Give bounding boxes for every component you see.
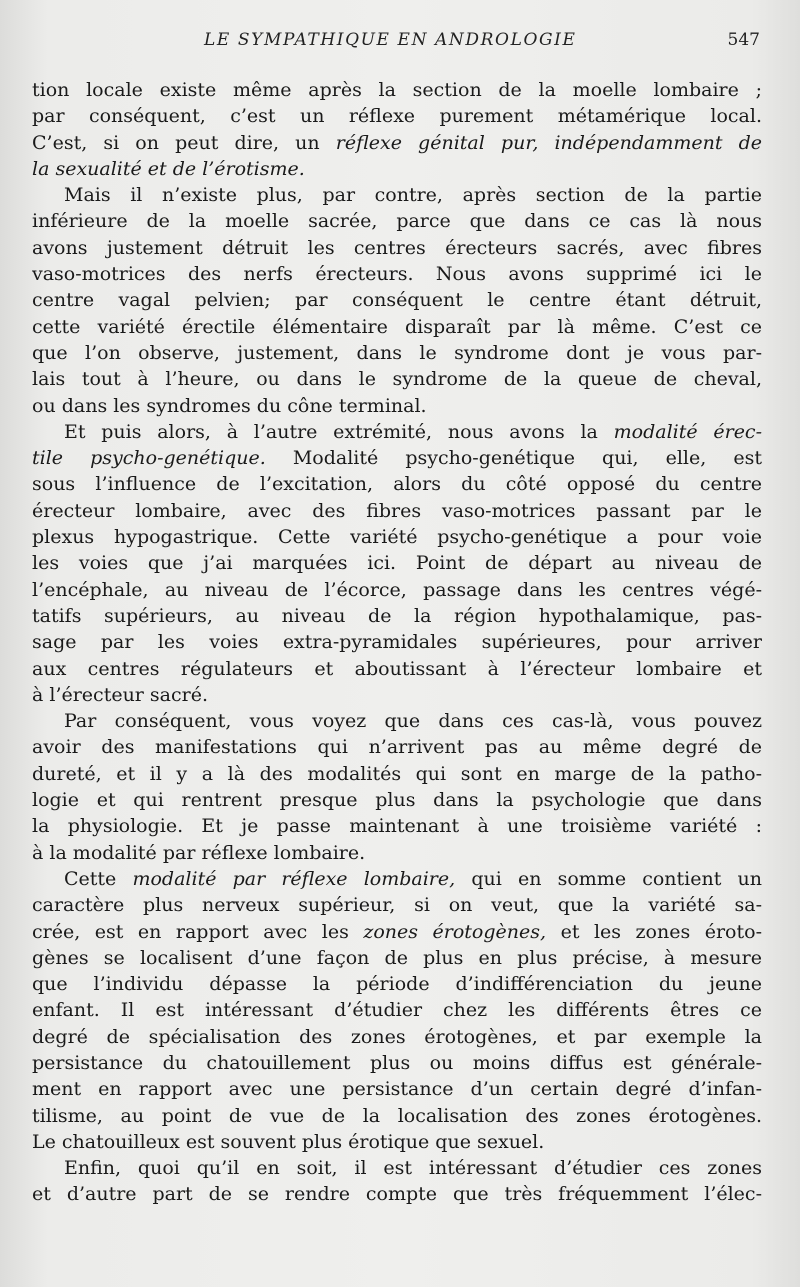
text-span: cette variété érectile élémentaire disparaît par là même. C’est ce — [32, 315, 762, 338]
text-line — [32, 77, 762, 103]
text-span: la physiologie. Et je passe maintenant à une troisième variété : — [32, 815, 762, 838]
text-span: logie et qui rentrent presque plus dans la psychologie que dans — [32, 789, 762, 812]
italic-text: modalité par réflexe lombaire, — [132, 867, 456, 890]
text-line — [32, 1155, 762, 1181]
text-span: Par conséquent, vous voyez que dans ces cas-là, vous pouvez — [64, 710, 762, 733]
text-line — [32, 892, 762, 918]
text-span: à la modalité par réflexe lombaire. — [32, 841, 366, 864]
text-span: Modalité psycho-genétique qui, elle, est — [265, 447, 762, 470]
text-line — [32, 1103, 762, 1129]
text-line — [32, 1181, 762, 1207]
text-span: tion locale existe même après la section de la moelle lombaire ; — [32, 79, 762, 101]
italic-text: réflexe génital pur, indépendamment de — [335, 131, 762, 154]
text-line — [32, 1024, 762, 1050]
text-span: sage par les voies extra-pyramidales supérieures, pour arriver — [32, 631, 762, 654]
text-span: avoir des manifestations qui n’arrivent pas au même degré de — [32, 736, 762, 759]
text-line — [32, 813, 762, 839]
text-span: C’est, si on peut dire, un — [32, 131, 336, 154]
text-span: par conséquent, c’est un réflexe purement métamérique local. — [32, 105, 762, 128]
text-line — [32, 498, 762, 524]
text-span: l’encéphale, au niveau de l’écorce, passage dans les centres végé- — [32, 578, 762, 601]
text-span: Cette — [64, 867, 133, 890]
text-line — [32, 182, 762, 208]
text-span: gènes se localisent d’une façon de plus en plus précise, à mesure — [32, 946, 762, 969]
text-span: que l’on observe, justement, dans le syndrome dont je vous par- — [32, 341, 762, 364]
text-span: Enfin, quoi qu’il en soit, il est intéressant d’étudier ces zones — [64, 1157, 762, 1180]
text-line — [32, 314, 762, 340]
text-span: qui en somme contient un — [455, 867, 762, 890]
text-span: crée, est en rapport avec les — [32, 920, 364, 943]
page-header — [0, 30, 800, 54]
body-text — [32, 77, 762, 1208]
text-line — [32, 945, 762, 971]
text-line — [32, 287, 762, 313]
text-line — [32, 656, 762, 682]
text-span: aux centres régulateurs et aboutissant à l’érecteur lombaire et — [32, 657, 762, 680]
text-line — [32, 393, 762, 419]
text-line — [32, 471, 762, 497]
text-line — [32, 419, 762, 445]
text-line — [32, 366, 762, 392]
italic-text: modalité érec- — [613, 420, 762, 443]
running-title: LE SYMPATHIQUE EN ANDROLOGIE — [204, 30, 577, 50]
text-line — [32, 1076, 762, 1102]
text-line — [32, 734, 762, 760]
text-line — [32, 156, 762, 182]
text-span: les voies que j’ai marquées ici. Point de départ au niveau de — [32, 552, 762, 575]
text-line — [32, 840, 762, 866]
italic-text: tile psycho-genétique. — [32, 447, 266, 470]
text-span: degré de spécialisation des zones érotogènes, et par exemple la — [32, 1025, 762, 1048]
text-span: inférieure de la moelle sacrée, parce que dans ce cas là nous — [32, 210, 762, 233]
text-line — [32, 1129, 762, 1155]
text-line — [32, 787, 762, 813]
text-line — [32, 577, 762, 603]
text-line — [32, 524, 762, 550]
text-span: dureté, et il y a là des modalités qui sont en marge de la patho- — [32, 762, 762, 785]
text-line — [32, 629, 762, 655]
text-line — [32, 261, 762, 287]
text-span: et les zones éroto- — [546, 920, 762, 943]
text-span: tilisme, au point de vue de la localisation des zones érotogènes. — [32, 1104, 762, 1127]
text-span: sous l’influence de l’excitation, alors du côté opposé du centre — [32, 473, 762, 496]
text-line — [32, 761, 762, 787]
text-span: et d’autre part de se rendre compte que très fréquemment l’élec- — [32, 1183, 762, 1206]
text-line — [32, 708, 762, 734]
italic-text: zones érotogènes, — [363, 920, 547, 943]
text-line — [32, 103, 762, 129]
text-line — [32, 603, 762, 629]
text-span: centre vagal pelvien; par conséquent le centre étant détruit, — [32, 289, 762, 312]
italic-text: la sexualité et de l’érotisme. — [32, 157, 305, 180]
text-span: Mais il n’existe plus, par contre, après section de la partie — [64, 184, 762, 207]
text-span: à l’érecteur sacré. — [32, 683, 209, 706]
text-span: ment en rapport avec une persistance d’un certain degré d’infan- — [32, 1078, 762, 1101]
text-span: caractère plus nerveux supérieur, si on veut, que la variété sa- — [32, 894, 762, 917]
text-span: lais tout à l’heure, ou dans le syndrome de la queue de cheval, — [32, 368, 762, 391]
text-span: tatifs supérieurs, au niveau de la région hypothalamique, pas- — [32, 604, 762, 627]
text-line — [32, 235, 762, 261]
text-span: Et puis alors, à l’autre extrémité, nous avons la — [64, 420, 614, 443]
text-line — [32, 1050, 762, 1076]
text-span: vaso-motrices des nerfs érecteurs. Nous avons supprimé ici le — [32, 263, 762, 286]
text-span: Le chatouilleux est souvent plus érotique que sexuel. — [32, 1130, 545, 1153]
text-line — [32, 208, 762, 234]
text-span: avons justement détruit les centres érecteurs sacrés, avec fibres — [32, 236, 762, 259]
text-line — [32, 682, 762, 708]
text-line — [32, 919, 762, 945]
text-line — [32, 971, 762, 997]
text-line — [32, 445, 762, 471]
text-line — [32, 340, 762, 366]
text-span: plexus hypogastrique. Cette variété psycho-genétique a pour voie — [32, 526, 762, 549]
text-line — [32, 997, 762, 1023]
text-span: érecteur lombaire, avec des fibres vaso-motrices passant par le — [32, 499, 762, 522]
text-line — [32, 866, 762, 892]
text-line — [32, 550, 762, 576]
text-line — [32, 130, 762, 156]
text-span: enfant. Il est intéressant d’étudier chez les différents êtres ce — [32, 999, 762, 1022]
text-span: persistance du chatouillement plus ou moins diffus est générale- — [32, 1051, 762, 1074]
page-number: 547 — [727, 30, 760, 50]
text-span: ou dans les syndromes du cône terminal. — [32, 394, 427, 417]
text-span: que l’individu dépasse la période d’indifférenciation du jeune — [32, 973, 762, 996]
